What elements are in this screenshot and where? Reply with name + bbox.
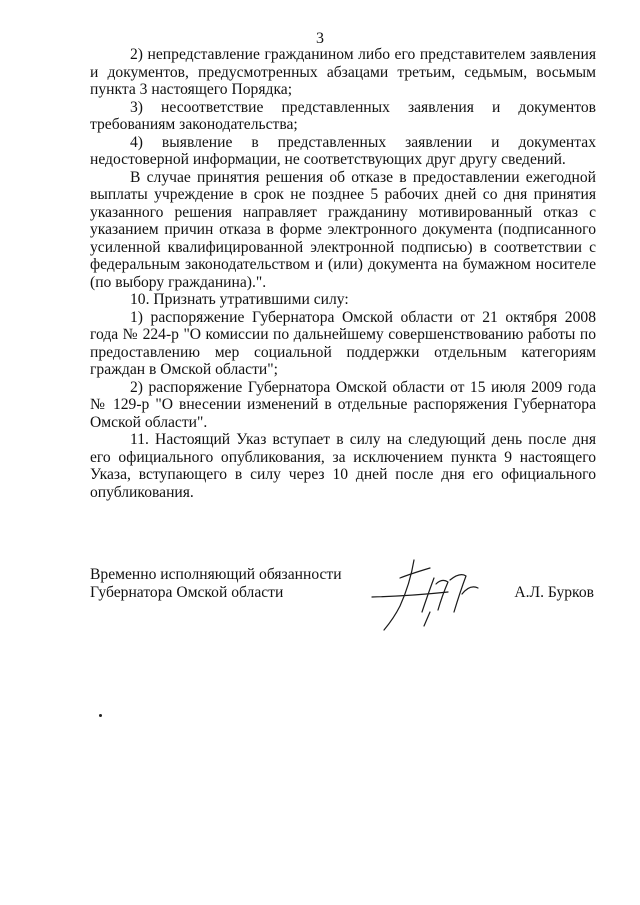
paragraph-section-11: 11. Настоящий Указ вступает в силу на следующий день после дня его официального опубликования, за исключением пункта 9 настоящего Указа, вступающего в силу через 10 дней после дня его официального опубликования. bbox=[90, 431, 596, 501]
page-number: 3 bbox=[316, 30, 324, 47]
paragraph-repeal-2: 2) распоряжение Губернатора Омской области от 15 июля 2009 года № 129-р "О внесении изменений в отдельные распоряжения Губернатора Омской области". bbox=[90, 378, 596, 431]
signatory-title-line-1: Временно исполняющий обязанности bbox=[90, 566, 342, 583]
paragraph-section-10: 10. Признать утратившими силу: bbox=[130, 291, 349, 308]
paragraph-repeal-1: 1) распоряжение Губернатора Омской области от 21 октября 2008 года № 224-р "О комиссии по дальнейшему совершенствованию работы по предоставлению мер социальной поддержки отдельным категориям граждан в Омской области"; bbox=[90, 308, 596, 378]
signatory-name: А.Л. Бурков bbox=[514, 584, 594, 601]
signatory-title bbox=[90, 566, 342, 601]
paragraph-refusal-procedure: В случае принятия решения об отказе в предоставлении ежегодной выплаты учреждение в срок не позднее 5 рабочих дней со дня принятия указанного решения направляет гражданину мотивированный отказ с указанием причин отказа в форме электронного документа (подписанного усиленной квалифицированной электронной подписью) в соответствии с федеральным законодательством и (или) документа на бумажном носителе (по выбору гражданина).". bbox=[90, 168, 596, 291]
signatory-title-line-2: Губернатора Омской области bbox=[90, 583, 284, 601]
paragraph-item-3: 3) несоответствие представленных заявления и документов требованиям законодательства; bbox=[90, 98, 596, 133]
stray-dot bbox=[99, 714, 102, 717]
signature-block bbox=[90, 566, 596, 636]
paragraph-item-4: 4) выявление в представленных заявлении и документах недостоверной информации, не соответствующих друг другу сведений. bbox=[90, 133, 596, 168]
paragraph-item-2: 2) непредставление гражданином либо его представителем заявления и документов, предусмотренных абзацами третьим, седьмым, восьмым пункта 3 настоящего Порядка; bbox=[90, 46, 596, 98]
handwritten-signature bbox=[370, 554, 510, 634]
document-body bbox=[90, 46, 596, 501]
